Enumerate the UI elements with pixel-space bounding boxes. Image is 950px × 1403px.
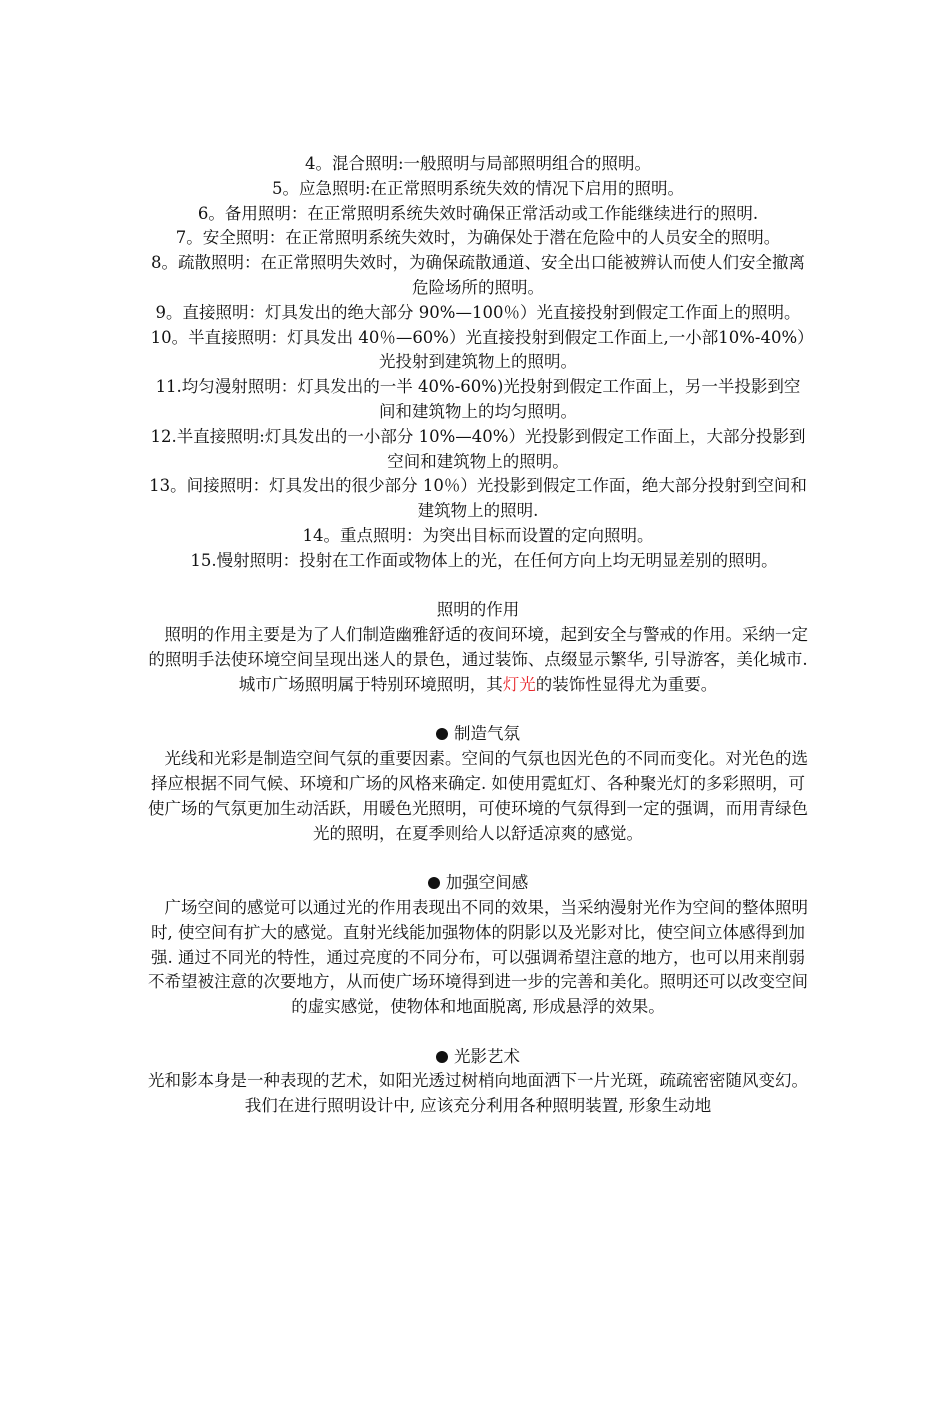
- space-body-text: 广场空间的感觉可以通过光的作用表现出不同的效果，当采纳漫射光作为空间的整体照明时, 使空间有扩大的感觉。直射光线能加强物体的阴影以及光影对比，使空间立体感得到加强. 通过不同光的特性，通过亮度的不同分布，可以强调希望注意的地方，也可以用来削弱不希望被注意的次要地方，从而使广场环境得到进一步的完善和美化。照明还可以改变空间的虚实感觉，使物体和地面脱离, 形成悬浮的效果。: [148, 897, 808, 1017]
- definition-9: 9。直接照明：灯具发出的绝大部分 90%—100％）光直接投射到假定工作面上的照明。: [155, 302, 801, 322]
- space-section-body: [148, 896, 808, 1020]
- art-section-body: 光和影本身是一种表现的艺术，如阳光透过树梢向地面洒下一片光斑，疏疏密密随风变幻。我们在进行照明设计中, 应该充分利用各种照明装置, 形象生动地: [148, 1071, 808, 1116]
- atmosphere-title-text: 制造气氛: [454, 724, 520, 744]
- function-body-text: 照明的作用主要是为了人们制造幽雅舒适的夜间环境，起到安全与警戒的作用。采纳一定的照明手法使环境空间呈现出迷人的景色，通过装饰、点缀显示繁华, 引导游客，美化城市. 城市广场照明属于特别环境照明，其: [148, 625, 808, 694]
- document-page: [148, 152, 808, 1119]
- atmosphere-section-body: [148, 747, 808, 846]
- bullet-dot-icon: [436, 728, 448, 740]
- art-title-text: 光影艺术: [454, 1046, 520, 1066]
- definition-6: 6。备用照明：在正常照明系统失效时确保正常活动或工作能继续进行的照明.: [197, 203, 759, 223]
- function-section-body: [148, 623, 808, 697]
- definition-4: 4。混合照明:一般照明与局部照明组合的照明。: [304, 154, 652, 173]
- function-section-title: 照明的作用: [436, 600, 520, 620]
- bullet-dot-icon: [428, 877, 440, 889]
- definition-11: 11.均匀漫射照明：灯具发出的一半 40%-60%)光投射到假定工作面上，另一半投影到空间和建筑物上的均匀照明。: [155, 377, 801, 421]
- highlight-text: 灯光: [502, 674, 536, 694]
- definition-7: 7。安全照明：在正常照明系统失效时，为确保处于潜在危险中的人员安全的照明。: [175, 228, 781, 248]
- definition-10: 10。半直接照明：灯具发出 40％—60%）光直接投射到假定工作面上,一小部10%-40%）光投射到建筑物上的照明。: [150, 327, 806, 372]
- spacer: [148, 1020, 808, 1045]
- spacer: [148, 698, 808, 723]
- spacer: [148, 574, 808, 599]
- atmosphere-body-text: 光线和光彩是制造空间气氛的重要因素。空间的气氛也因光色的不同而变化。对光色的选择应根据不同气候、环境和广场的风格来确定. 如使用霓虹灯、各种聚光灯的多彩照明，可使广场的气氛更加生动活跃，用暖色光照明，可使环境的气氛得到一定的强调，而用青绿色光的照明，在夏季则给人以舒适凉爽的感觉。: [148, 749, 808, 843]
- definition-8: 8。疏散照明：在正常照明失效时，为确保疏散通道、安全出口能被辨认而使人们安全撤离危险场所的照明。: [151, 253, 805, 297]
- definition-14: 14。重点照明：为突出目标而设置的定向照明。: [302, 525, 654, 545]
- art-section-title: [148, 1045, 808, 1070]
- definition-13: 13。间接照明：灯具发出的很少部分 10％）光投影到假定工作面，绝大部分投射到空间和建筑物上的照明.: [149, 476, 807, 521]
- space-title-text: 加强空间感: [445, 873, 529, 893]
- space-section-title: [148, 871, 808, 896]
- definition-5: 5。应急照明:在正常照明系统失效的情况下启用的照明。: [271, 178, 685, 198]
- definition-15: 15.慢射照明：投射在工作面或物体上的光，在任何方向上均无明显差别的照明。: [190, 550, 778, 570]
- bullet-dot-icon: [436, 1051, 448, 1063]
- definition-12: 12.半直接照明:灯具发出的一小部分 10%—40%）光投影到假定工作面上，大部分投影到空间和建筑物上的照明。: [150, 426, 806, 471]
- atmosphere-section-title: [148, 722, 808, 747]
- function-body-text-end: 的装饰性显得尤为重要。: [535, 674, 718, 694]
- spacer: [148, 846, 808, 871]
